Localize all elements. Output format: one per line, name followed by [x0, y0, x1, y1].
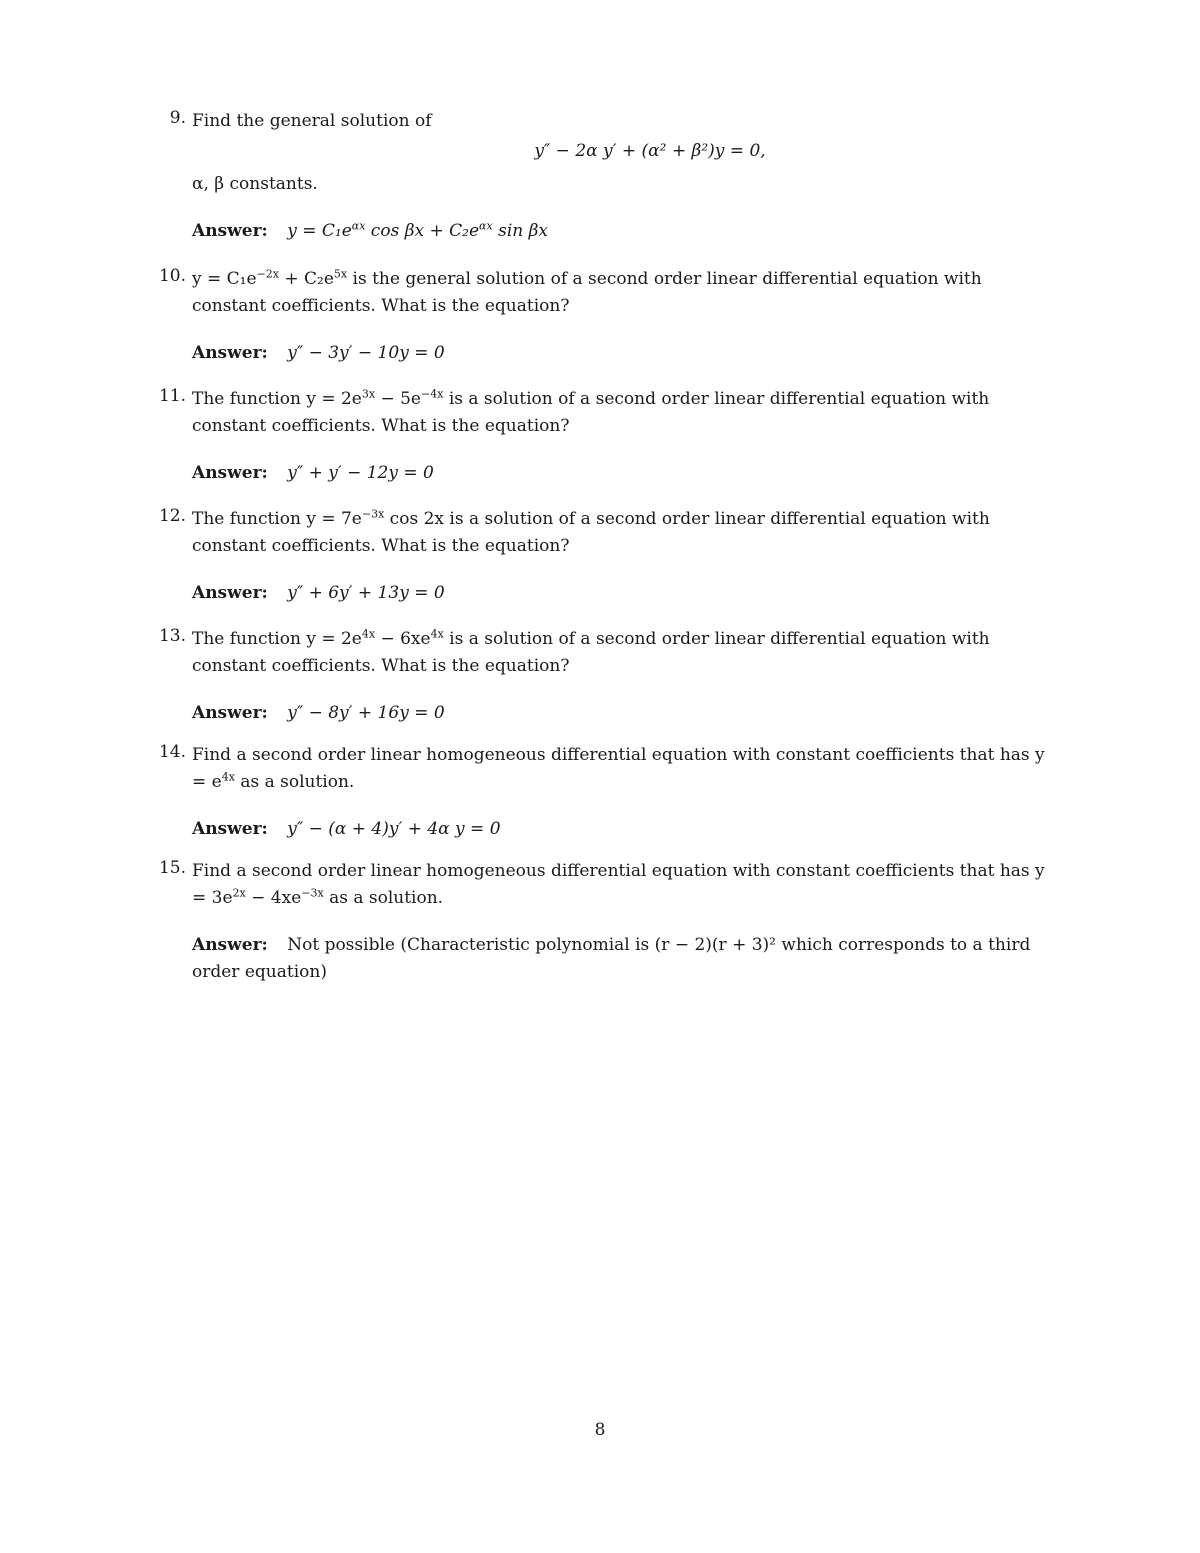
problem-11 [150, 386, 1060, 487]
problem-10 [150, 266, 1060, 367]
problem-13 [150, 626, 1060, 727]
answer-label: Answer: [192, 703, 268, 723]
problem-number: 12. [158, 506, 186, 526]
problem-text: The function $y = 2e^{4x} - 6xe^{4x}$ is a solution of a second order linear differential equation with constant coefficients. What is the equation? [192, 627, 990, 676]
answer [192, 700, 1060, 727]
answer [192, 816, 1060, 843]
answer-label: Answer: [192, 343, 268, 363]
problem-12 [150, 506, 1060, 607]
problem-number: 9. [169, 108, 186, 128]
problem-number: 13. [158, 626, 186, 646]
answer-label: Answer: [192, 935, 268, 955]
answer-text: y″ − (α + 4)y′ + 4α y = 0 [287, 819, 501, 839]
problem-text: $y = C_1e^{-2x} + C_2e^{5x}$ is the general solution of a second order linear differential equation with constant coefficients. What is the equation? [192, 267, 982, 316]
display-equation: y″ − 2α y′ + (α² + β²)y = 0, [534, 141, 766, 161]
problem-15 [150, 858, 1060, 986]
problem-text: Find a second order linear homogeneous differential equation with constant coefficients that has $y = e^{4x}$ as a solution. [192, 745, 1045, 792]
problem-text: The function $y = 2e^{3x} - 5e^{-4x}$ is a solution of a second order linear differential equation with constant coefficients. What is the equation? [192, 387, 990, 436]
answer-text: y″ − 3y′ − 10y = 0 [287, 343, 445, 363]
problem-14 [150, 742, 1060, 843]
answer-text: y″ + 6y′ + 13y = 0 [287, 583, 445, 603]
problem-text-after: α, β constants. [192, 174, 318, 194]
answer [192, 932, 1060, 986]
answer-label: Answer: [192, 221, 268, 241]
answer-text: Not possible (Characteristic polynomial is (r − 2)(r + 3)² which corresponds to a third order equation) [192, 935, 1031, 982]
problem-9 [150, 108, 1060, 245]
answer [192, 460, 1060, 487]
problem-number: 14. [158, 742, 186, 762]
answer-label: Answer: [192, 463, 268, 483]
answer [192, 218, 1060, 245]
answer [192, 580, 1060, 607]
answer-text: y″ + y′ − 12y = 0 [287, 463, 434, 483]
answer-label: Answer: [192, 583, 268, 603]
answer-text: $y = C_1e^{\alpha x}$ $\cos \beta x + C_2e^{\alpha x}$ sin βx [287, 219, 549, 241]
answer-text: y″ − 8y′ + 16y = 0 [287, 703, 445, 723]
problem-number: 10. [158, 266, 186, 286]
problem-number: 11. [158, 386, 186, 406]
problem-text: Find the general solution of [192, 111, 432, 131]
page-number: 8 [594, 1420, 606, 1440]
problem-text: Find a second order linear homogeneous differential equation with constant coefficients that has $y = 3e^{2x} - 4xe^{-3x}$ as a solution. [192, 861, 1045, 908]
problem-number: 15. [158, 858, 186, 878]
answer [192, 340, 1060, 367]
problem-text: The function $y = 7e^{-3x}$ cos 2x is a solution of a second order linear differential equation with constant coefficients. What is the equation? [192, 507, 990, 556]
answer-label: Answer: [192, 819, 268, 839]
